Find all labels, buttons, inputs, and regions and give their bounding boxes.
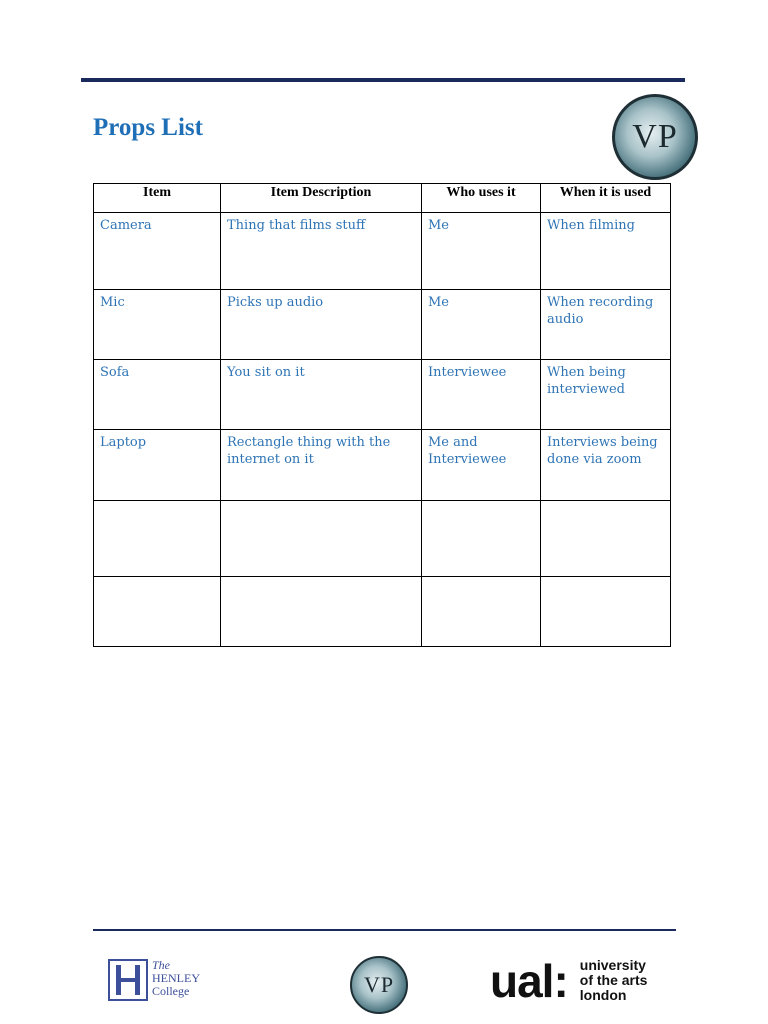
table-cell: Rectangle thing with the internet on it	[221, 430, 422, 501]
vp-logo	[612, 94, 698, 180]
table-cell	[422, 501, 541, 577]
table-cell: Camera	[94, 213, 221, 290]
table-row	[94, 577, 671, 647]
table-row	[94, 290, 671, 360]
henley-college-logo	[108, 959, 200, 1001]
table-cell: Picks up audio	[221, 290, 422, 360]
ual-line-3: london	[579, 987, 627, 1003]
table-row	[94, 213, 671, 290]
table-cell	[541, 501, 671, 577]
henley-line-2: HENLEY	[152, 971, 200, 985]
table-cell: When filming	[541, 213, 671, 290]
table-row	[94, 360, 671, 430]
table-cell: Laptop	[94, 430, 221, 501]
footer-rule	[93, 929, 676, 931]
ual-logo	[490, 955, 648, 1007]
table-header-row	[94, 184, 671, 213]
table-row	[94, 430, 671, 501]
vp-logo-text: VP	[632, 118, 678, 155]
vp-footer-logo	[350, 956, 408, 1014]
column-header: Item Description	[221, 184, 422, 213]
table-cell	[221, 501, 422, 577]
henley-h-icon	[108, 959, 148, 1001]
table-cell: Interviews being done via zoom	[541, 430, 671, 501]
table-row	[94, 501, 671, 577]
header-rule	[81, 78, 685, 82]
table-cell: Mic	[94, 290, 221, 360]
table-cell: When recording audio	[541, 290, 671, 360]
table-cell: Me	[422, 213, 541, 290]
page-title: Props List	[93, 114, 203, 141]
vp-footer-logo-text: VP	[363, 972, 395, 997]
column-header: Who uses it	[422, 184, 541, 213]
ual-mark: ual:	[490, 955, 568, 1007]
table-cell	[221, 577, 422, 647]
table-cell	[94, 577, 221, 647]
table-cell	[94, 501, 221, 577]
table-cell	[422, 577, 541, 647]
table-cell: Me and Interviewee	[422, 430, 541, 501]
table-cell: When being interviewed	[541, 360, 671, 430]
table-cell: You sit on it	[221, 360, 422, 430]
props-table	[93, 183, 671, 647]
ual-line-1: university	[579, 957, 646, 973]
column-header: Item	[94, 184, 221, 213]
table-cell: Interviewee	[422, 360, 541, 430]
table-cell	[541, 577, 671, 647]
ual-line-2: of the arts	[579, 972, 648, 988]
column-header: When it is used	[541, 184, 671, 213]
henley-line-3: College	[152, 984, 190, 998]
table-cell: Sofa	[94, 360, 221, 430]
table-cell: Me	[422, 290, 541, 360]
henley-line-1: The	[152, 958, 170, 972]
table-cell: Thing that films stuff	[221, 213, 422, 290]
